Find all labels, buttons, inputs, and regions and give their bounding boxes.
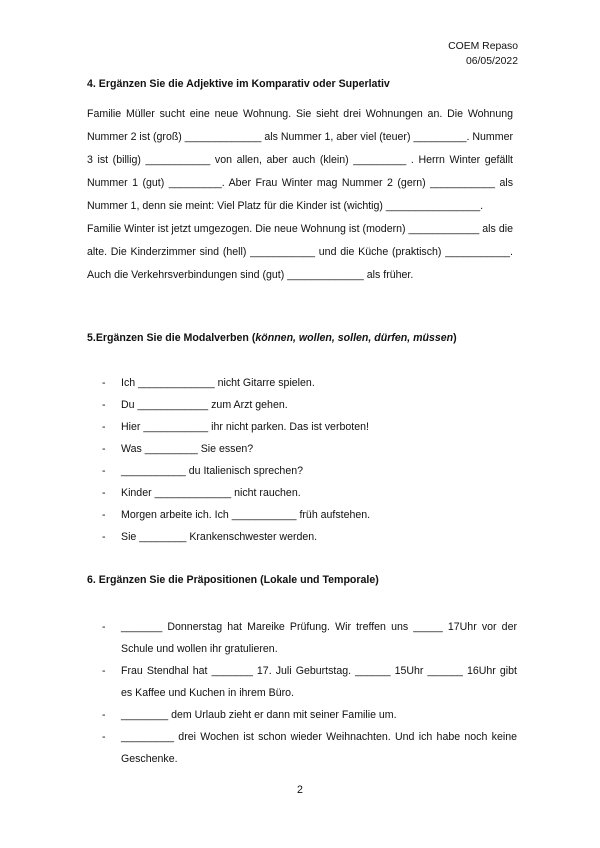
section-5-list xyxy=(87,372,517,548)
bullet-dash: - xyxy=(102,443,106,455)
section-5-title-prefix: 5.Ergänzen Sie die Modalverben ( xyxy=(87,332,256,344)
list-item xyxy=(87,416,517,438)
list-item-text: Hier ___________ ihr nicht parken. Das ist verboten! xyxy=(121,421,369,433)
bullet-dash: - xyxy=(102,377,106,389)
list-item xyxy=(87,482,517,504)
section-5-title-suffix: ) xyxy=(453,332,457,344)
list-item-text: Sie ________ Krankenschwester werden. xyxy=(121,531,318,543)
section-4-title: 4. Ergänzen Sie die Adjektive im Komparativ oder Superlativ xyxy=(87,78,390,90)
list-item xyxy=(87,616,517,660)
list-item-text: Was _________ Sie essen? xyxy=(121,443,254,455)
list-item-text: _________ drei Wochen ist schon wieder Weihnachten. Und ich habe noch keine Geschenke. xyxy=(121,731,517,765)
list-item-text: Du ____________ zum Arzt gehen. xyxy=(121,399,288,411)
page-header xyxy=(448,39,518,69)
course-name: COEM Repaso xyxy=(448,41,518,52)
list-item-text: Ich _____________ nicht Gitarre spielen. xyxy=(121,377,315,389)
bullet-dash: - xyxy=(102,665,106,677)
header-date: 06/05/2022 xyxy=(465,56,518,67)
bullet-dash: - xyxy=(102,487,106,499)
list-item-text: Kinder _____________ nicht rauchen. xyxy=(121,487,301,499)
list-item xyxy=(87,726,517,770)
list-item xyxy=(87,504,517,526)
bullet-dash: - xyxy=(102,621,106,633)
list-item xyxy=(87,394,517,416)
bullet-dash: - xyxy=(102,709,106,721)
list-item xyxy=(87,704,517,726)
list-item xyxy=(87,460,517,482)
list-item xyxy=(87,660,517,704)
list-item-text: Frau Stendhal hat _______ 17. Juli Geburtstag. ______ 15Uhr ______ 16Uhr gibt es Kaffee und Kuchen in ihrem Büro. xyxy=(121,665,517,699)
section-6-title: 6. Ergänzen Sie die Präpositionen (Lokale und Temporale) xyxy=(87,574,379,586)
section-5-title-verbs: können, wollen, sollen, dürfen, müssen xyxy=(255,332,454,344)
bullet-dash: - xyxy=(102,421,106,433)
section-4-paragraph-1: Familie Müller sucht eine neue Wohnung. Sie sieht drei Wohnungen an. Die Wohnung Nummer 2 ist (groß) _____________ als Nummer 1, aber viel (teuer) _________. Nummer 3 ist (billig) ___________ von allen, aber auch (klein) _________ . Herrn Winter gefällt Nummer 1 (gut) _________. Aber Frau Winter mag Nummer 2 (gern) ___________ als Nummer 1, denn sie meint: Viel Platz für die Kinder ist (wichtig) ________________. xyxy=(87,108,513,212)
section-4-text xyxy=(87,103,513,287)
list-item-text: ________ dem Urlaub zieht er dann mit seiner Familie um. xyxy=(121,709,397,721)
section-4-paragraph-2: Familie Winter ist jetzt umgezogen. Die neue Wohnung ist (modern) ____________ als die alte. Die Kinderzimmer sind (hell) ___________ und die Küche (praktisch) ___________. Auch die Verkehrsverbindungen sind (gut) _____________ als früher. xyxy=(87,223,513,281)
bullet-dash: - xyxy=(102,509,106,521)
list-item-text: ___________ du Italienisch sprechen? xyxy=(121,465,304,477)
list-item-text: _______ Donnerstag hat Mareike Prüfung. Wir treffen uns _____ 17Uhr vor der Schule und wollen ihr gratulieren. xyxy=(121,621,517,655)
section-6-list xyxy=(87,616,517,770)
bullet-dash: - xyxy=(102,399,106,411)
section-5-title xyxy=(87,332,457,344)
list-item xyxy=(87,526,517,548)
list-item xyxy=(87,372,517,394)
bullet-dash: - xyxy=(102,465,106,477)
page-number: 2 xyxy=(297,784,303,796)
list-item xyxy=(87,438,517,460)
bullet-dash: - xyxy=(102,531,106,543)
list-item-text: Morgen arbeite ich. Ich ___________ früh aufstehen. xyxy=(121,509,371,521)
bullet-dash: - xyxy=(102,731,106,743)
